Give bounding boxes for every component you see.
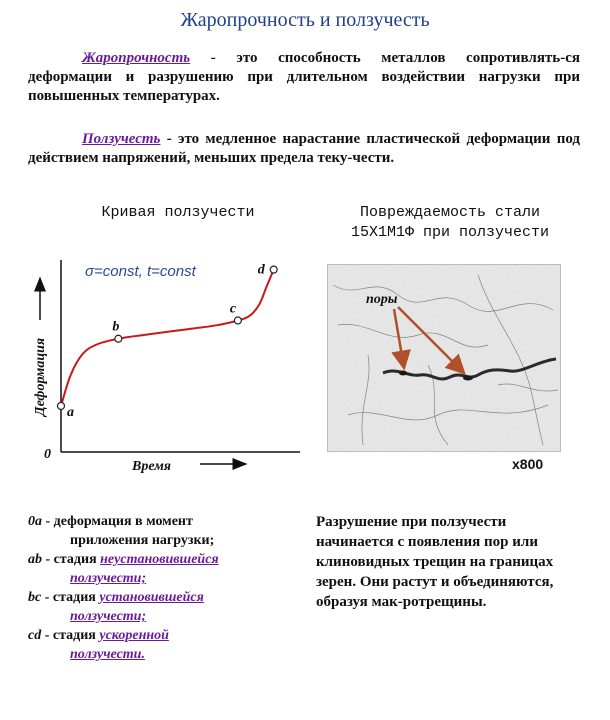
stage-key: 0а xyxy=(28,514,42,529)
curve-point-b xyxy=(115,335,122,342)
curve-point-c xyxy=(234,317,241,324)
definition-creep-text: - это медленное нарастание пластической деформации под действием напряжений, меньших предела теку-чести. xyxy=(28,131,580,166)
stage-prefix: - стадия xyxy=(41,628,100,643)
stage-bc xyxy=(28,588,298,607)
stage-prefix: - стадия xyxy=(41,590,100,605)
curve-point-a xyxy=(58,402,65,409)
stage-0a-cont: приложения нагрузки; xyxy=(70,533,215,548)
stage-link[interactable]: ускоренной xyxy=(99,628,169,643)
micrograph-svg xyxy=(328,265,560,451)
stages-list xyxy=(28,512,298,664)
origin-label: 0 xyxy=(44,447,51,462)
stage-link[interactable]: установившейся xyxy=(99,590,204,605)
stage-link-cont[interactable]: ползучести. xyxy=(70,647,145,662)
stage-ab-cont xyxy=(28,569,298,588)
fracture-explanation: Разрушение при ползучести начинается с появления пор или клиновидных трещин на границах зерен. Они растут и объединяются, образуя мак-ротрещины. xyxy=(316,514,554,610)
stage-ab xyxy=(28,550,298,569)
page-title: Жаропрочность и ползучесть xyxy=(180,9,430,31)
curve-point-label-a: a xyxy=(67,404,74,420)
curve-points xyxy=(58,263,278,420)
y-axis-label: Деформация xyxy=(33,337,48,416)
stage-key: cd xyxy=(28,628,42,643)
curve-point-label-d: d xyxy=(257,262,265,278)
stage-0a xyxy=(28,512,298,531)
stage-key: ab xyxy=(28,552,42,567)
condition-label: σ=const, t=const xyxy=(85,263,196,280)
pore-1 xyxy=(399,371,407,376)
pore-2 xyxy=(463,376,473,381)
stage-cd xyxy=(28,626,298,645)
micrograph-heading-line1: Повреждаемость стали xyxy=(359,204,541,221)
stage-key: bc xyxy=(28,590,42,605)
micrograph-image xyxy=(327,264,561,452)
magnification-label: x800 xyxy=(512,456,544,472)
definition-heat-resistance-text: - это способность металлов сопротивлять-ся деформации и разрушению при длительном воздействии нагрузки при повышенных температурах. xyxy=(28,50,580,104)
stage-bc-cont xyxy=(28,607,298,626)
curve-point-d xyxy=(270,266,277,273)
curve-point-label-b: b xyxy=(112,319,120,335)
stage-prefix: - деформация в момент xyxy=(42,514,193,529)
creep-curve-chart xyxy=(0,240,310,480)
micrograph-heading xyxy=(300,203,600,243)
definition-creep xyxy=(28,130,580,168)
stage-link-cont[interactable]: ползучести; xyxy=(70,609,147,624)
definition-heat-resistance xyxy=(28,49,580,106)
stage-link-cont[interactable]: ползучести; xyxy=(70,571,147,586)
pores-label: поры xyxy=(366,292,398,307)
stage-prefix: - стадия xyxy=(42,552,101,567)
micrograph-heading-line2: 15Х1М1Ф при ползучести xyxy=(350,224,550,241)
x-axis-label: Время xyxy=(132,459,172,474)
stage-cd-cont xyxy=(28,645,298,664)
term-creep[interactable]: Ползучесть xyxy=(82,131,161,147)
micrograph-texture xyxy=(328,265,560,451)
curve-point-label-c: c xyxy=(229,301,237,317)
creep-curve-line xyxy=(61,270,274,406)
creep-curve-heading: Кривая ползучести xyxy=(101,204,255,221)
stage-link[interactable]: неустановившейся xyxy=(100,552,219,567)
term-heat-resistance[interactable]: Жаропрочность xyxy=(82,50,191,66)
